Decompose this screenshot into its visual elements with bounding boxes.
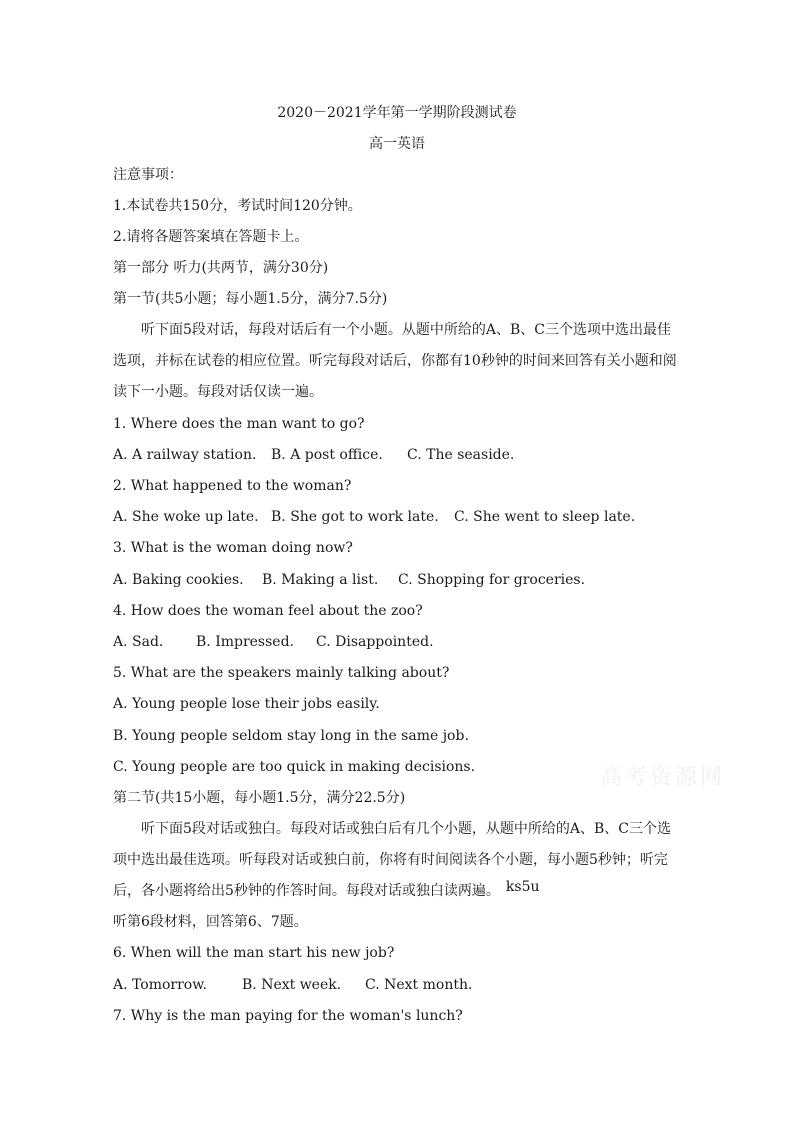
note-item: 1.本试卷共150分，考试时间120分钟。 — [113, 198, 362, 214]
section2-instruction: 听下面5段对话或独白。每段对话或独白后有几个小题，从题中所给的A、B、C三个选 — [141, 821, 672, 837]
question-stem: 3. What is the woman doing now? — [113, 540, 353, 556]
section2-title: 第二节(共15小题，每小题1.5分，满分22.5分) — [113, 790, 406, 806]
option-b: B. Making a list. — [262, 572, 379, 588]
section1-title: 第一节(共5小题；每小题1.5分，满分7.5分) — [113, 291, 388, 307]
question-stem: 1. Where does the man want to go? — [113, 416, 365, 432]
material-intro: 听第6段材料，回答第6、7题。 — [113, 914, 308, 930]
option-c: C. Next month. — [365, 977, 473, 993]
question-stem: 2. What happened to the woman? — [113, 478, 352, 494]
part1-title: 第一部分 听力(共两节，满分30分) — [113, 260, 329, 276]
section2-instruction: 项中选出最佳选项。听每段对话或独白前，你将有时间阅读各个小题，每小题5秒钟；听完 — [113, 852, 668, 868]
option-b: B. Impressed. — [196, 634, 294, 650]
option-b: B. A post office. — [271, 447, 383, 463]
option-a: A. A railway station. — [113, 447, 257, 463]
question-stem: 7. Why is the man paying for the woman's lunch? — [113, 1008, 463, 1024]
section1-instruction: 听下面5段对话，每段对话后有一个小题。从题中所给的A、B、C三个选项中选出最佳 — [141, 322, 672, 338]
ks5u-mark: ks5u — [505, 879, 540, 895]
option-b: B. She got to work late. — [271, 509, 439, 525]
question-stem: 6. When will the man start his new job? — [113, 945, 395, 961]
section1-instruction: 读下一小题。每段对话仅读一遍。 — [113, 384, 323, 400]
option-a: A. Young people lose their jobs easily. — [113, 696, 380, 712]
option-a: A. Sad. — [113, 634, 164, 650]
option-a: A. Baking cookies. — [113, 572, 244, 588]
notes-heading: 注意事项： — [113, 167, 183, 183]
exam-title: 2020－2021学年第一学期阶段测试卷 — [277, 105, 517, 121]
watermark: 高考资源网 — [600, 765, 726, 790]
option-c: C. The seaside. — [407, 447, 515, 463]
option-a: A. She woke up late. — [113, 509, 259, 525]
section1-instruction: 选项，并标在试卷的相应位置。听完每段对话后，你都有10秒钟的时间来回答有关小题和阅 — [113, 353, 677, 369]
option-b: B. Young people seldom stay long in the same job. — [113, 728, 469, 744]
exam-subject: 高一英语 — [369, 136, 425, 152]
section2-instruction: 后，各小题将给出5秒钟的作答时间。每段对话或独白读两遍。 — [113, 883, 500, 899]
option-c: C. Disappointed. — [316, 634, 434, 650]
option-c: C. She went to sleep late. — [454, 509, 636, 525]
question-stem: 4. How does the woman feel about the zoo? — [113, 603, 423, 619]
option-c: C. Shopping for groceries. — [398, 572, 586, 588]
question-stem: 5. What are the speakers mainly talking about? — [113, 665, 450, 681]
option-c: C. Young people are too quick in making decisions. — [113, 759, 476, 775]
note-item: 2.请将各题答案填在答题卡上。 — [113, 229, 309, 245]
option-a: A. Tomorrow. — [113, 977, 207, 993]
section2-instruction-line — [113, 879, 540, 900]
option-b: B. Next week. — [242, 977, 342, 993]
